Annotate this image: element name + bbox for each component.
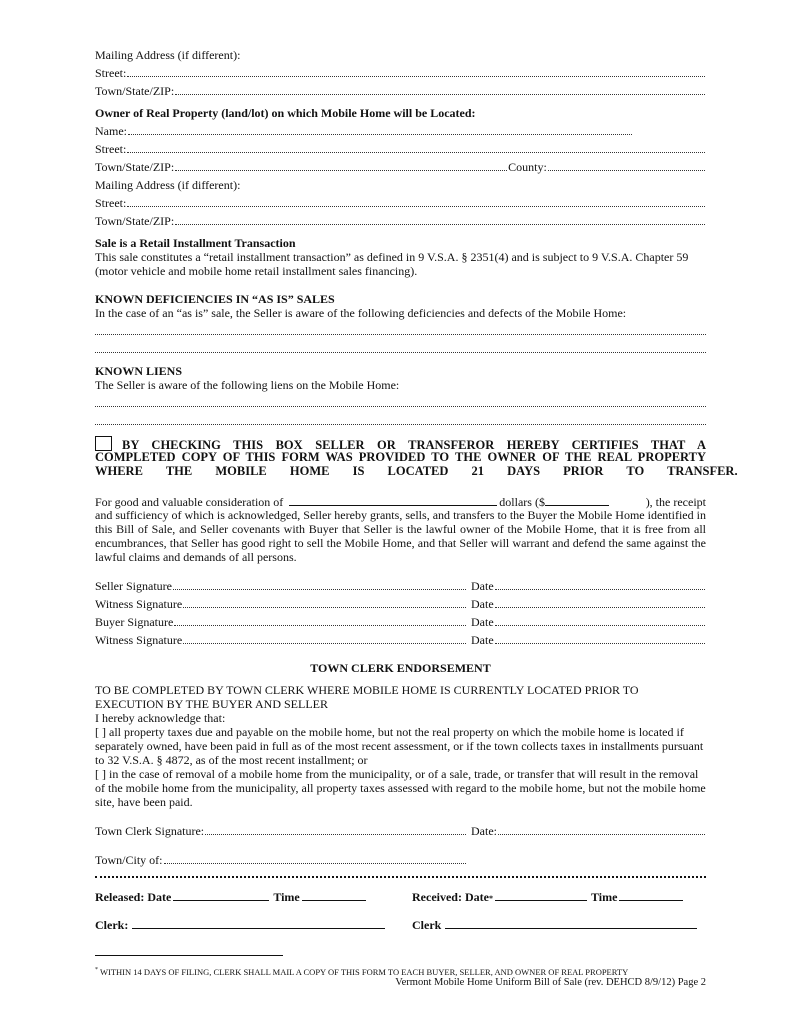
town-city-field[interactable]: Town/City of: bbox=[95, 853, 467, 867]
buyer-date-field[interactable]: Date bbox=[471, 615, 706, 629]
liens-body: The Seller is aware of the following liens on the Mobile Home: bbox=[95, 378, 400, 392]
retail-heading: Sale is a Retail Installment Transaction bbox=[95, 236, 296, 250]
received-clerk-field[interactable]: Clerk bbox=[412, 917, 706, 931]
witness1-date-field[interactable]: Date bbox=[471, 597, 706, 611]
town-clerk-signature-field[interactable]: Town Clerk Signature: bbox=[95, 824, 467, 838]
liens-line-1[interactable] bbox=[95, 406, 706, 407]
seller-signature-field[interactable]: Seller Signature bbox=[95, 579, 467, 593]
deficiencies-line-1[interactable] bbox=[95, 334, 706, 335]
mailing-town-field[interactable]: Town/State/ZIP: bbox=[95, 84, 706, 98]
certification-line-1: BY CHECKING THIS BOX SELLER OR TRANSFEROR HEREBY CERTIFIES THAT A bbox=[95, 436, 706, 452]
footnote-rule bbox=[95, 955, 283, 956]
certification-line-3: WHERE THE MOBILE HOME IS LOCATED 21 DAYS PRIOR TO TRANSFER. bbox=[95, 464, 738, 478]
deficiencies-heading: KNOWN DEFICIENCIES IN “AS IS” SALES bbox=[95, 292, 335, 306]
town-clerk-item-1: [ ] all property taxes due and payable on the mobile home, but not the real property on which the mobile home is located if separately owned, have been paid in full as of the most recent assessment, or if the town collects taxes in installments pursuant to 32 V.S.A. § 4872, as of the most recent installment; or bbox=[95, 725, 704, 767]
owner-mailing-town-field[interactable]: Town/State/ZIP: bbox=[95, 214, 706, 228]
certification-checkbox[interactable] bbox=[95, 436, 112, 451]
witness1-signature-field[interactable]: Witness Signature bbox=[95, 597, 467, 611]
deficiencies-body: In the case of an “as is” sale, the Seller is aware of the following deficiencies and defects of the Mobile Home: bbox=[95, 306, 627, 320]
consideration-amount-words-field[interactable] bbox=[289, 494, 497, 506]
owner-town-county-field[interactable]: Town/State/ZIP: County: bbox=[95, 160, 706, 174]
seller-date-field[interactable]: Date bbox=[471, 579, 706, 593]
consideration-body: and sufficiency of which is acknowledged, Seller hereby grants, sells, and transfers to the Buyer the Mobile Home identified in this Bill of Sale, and Seller covenants with Buyer that Seller is the lawful owner of the Mobile Home, that it is free from all encumbrances, that Seller has good right to sell the Mobile Home, and that Seller will warrant and defend the same against the lawful claims and demands of all persons. bbox=[95, 508, 706, 564]
consideration-amount-field[interactable] bbox=[545, 494, 609, 506]
owner-mailing-street-field[interactable]: Street: bbox=[95, 196, 706, 210]
town-clerk-instruction: TO BE COMPLETED BY TOWN CLERK WHERE MOBILE HOME IS CURRENTLY LOCATED PRIOR TO EXECUTION BY THE BUYER AND SELLER bbox=[95, 683, 639, 711]
liens-heading: KNOWN LIENS bbox=[95, 364, 183, 378]
released-clerk-field[interactable]: Clerk: bbox=[95, 917, 388, 931]
released-date-field[interactable]: Released: Date Time bbox=[95, 889, 378, 903]
footer: Vermont Mobile Home Uniform Bill of Sale (rev. DEHCD 8/9/12) Page 2 bbox=[395, 977, 706, 988]
owner-mailing-heading: Mailing Address (if different): bbox=[95, 178, 241, 192]
town-clerk-date-field[interactable]: Date: bbox=[471, 824, 706, 838]
witness2-signature-field[interactable]: Witness Signature bbox=[95, 633, 467, 647]
footnote: * WITHIN 14 DAYS OF FILING, CLERK SHALL MAIL A COPY OF THIS FORM TO EACH BUYER, SELLER, AND OWNER OF REAL PROPERTY bbox=[95, 966, 629, 977]
mailing-address-heading: Mailing Address (if different): bbox=[95, 48, 241, 62]
buyer-signature-field[interactable]: Buyer Signature bbox=[95, 615, 467, 629]
mailing-street-field[interactable]: Street: bbox=[95, 66, 706, 80]
town-clerk-item-2: [ ] in the case of removal of a mobile home from the municipality, or of a sale, trade, or transfer that will result in the removal of the mobile home from the municipality, all property taxes assessed with regard to the mobile home, but not the mobile home site, have been paid. bbox=[95, 767, 706, 809]
filing-separator bbox=[95, 876, 706, 878]
owner-name-field[interactable]: Name: bbox=[95, 124, 633, 138]
town-clerk-heading: TOWN CLERK ENDORSEMENT bbox=[310, 661, 491, 675]
owner-heading: Owner of Real Property (land/lot) on which Mobile Home will be Located: bbox=[95, 106, 476, 120]
retail-body: This sale constitutes a “retail installment transaction” as defined in 9 V.S.A. § 2351(4) and is subject to 9 V.S.A. Chapter 59 (motor vehicle and mobile home retail installment sales financing). bbox=[95, 250, 689, 278]
witness2-date-field[interactable]: Date bbox=[471, 633, 706, 647]
owner-street-field[interactable]: Street: bbox=[95, 142, 706, 156]
deficiencies-line-2[interactable] bbox=[95, 352, 706, 353]
liens-line-2[interactable] bbox=[95, 424, 706, 425]
consideration-line: For good and valuable consideration of dollars ($ ), the receipt bbox=[95, 495, 706, 509]
town-clerk-acknowledge: I hereby acknowledge that: bbox=[95, 711, 226, 725]
certification-line-2: COMPLETED COPY OF THIS FORM WAS PROVIDED TO THE OWNER OF THE REAL PROPERTY bbox=[95, 450, 706, 464]
received-date-field[interactable]: Received: Date * Time bbox=[412, 889, 706, 903]
